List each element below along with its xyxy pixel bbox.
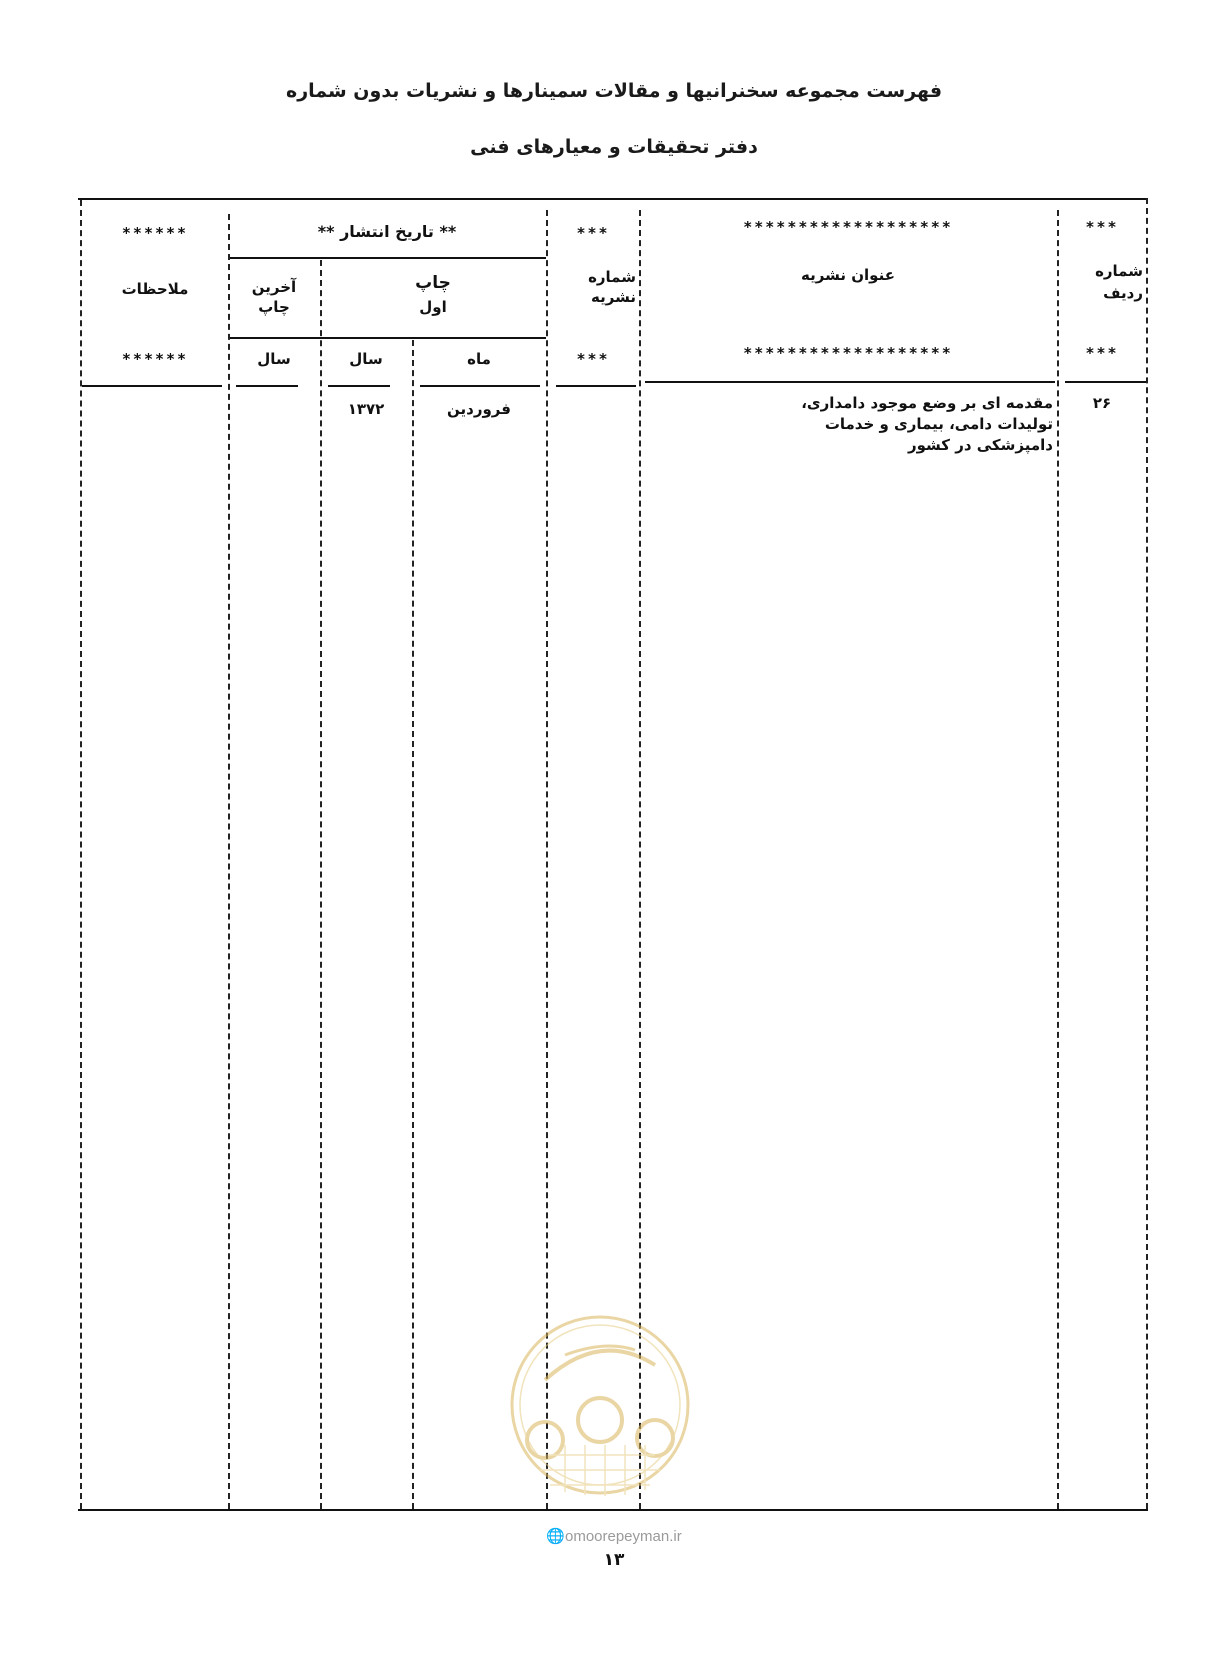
watermark-seal-icon xyxy=(505,1310,695,1500)
last-print-header-line2: چاپ xyxy=(258,298,290,316)
row-month: فروردین xyxy=(447,400,511,418)
date-header-divider xyxy=(228,257,546,259)
row-no-stars-bottom: *** xyxy=(1085,344,1119,362)
title-stars-bottom: ******************* xyxy=(743,344,953,362)
publication-no-stars: *** xyxy=(576,224,610,242)
header-underline xyxy=(556,385,636,387)
publication-no-stars-bottom: *** xyxy=(576,350,610,368)
row-no-header-line2: ردیف xyxy=(1103,284,1143,302)
row-title-line2: تولیدات دامی، بیماری و خدمات xyxy=(824,415,1053,433)
column-divider xyxy=(228,214,230,1509)
document-subtitle: دفتر تحقیقات و معیارهای فنی xyxy=(470,136,758,158)
row-title-line3: دامپزشکی در کشور xyxy=(907,436,1053,454)
document-title: فهرست مجموعه سخنرانیها و مقالات سمینارها و نشریات بدون شماره xyxy=(285,80,943,102)
column-divider xyxy=(320,260,322,1509)
row-no-header-line1: شماره xyxy=(1095,262,1143,280)
publication-no-header-line1: شماره xyxy=(588,268,636,286)
table-bottom-border xyxy=(78,1509,1148,1511)
page-number: ۱۳ xyxy=(603,1550,625,1570)
first-print-header-line2: اول xyxy=(419,298,447,316)
table-top-border xyxy=(78,198,1148,200)
publication-no-header-line2: نشریه xyxy=(591,288,636,306)
table-left-border xyxy=(80,200,82,1509)
row-title-line1: مقدمه ای بر وضع موجود دامداری، xyxy=(801,394,1053,412)
notes-stars-bottom: ****** xyxy=(121,350,189,368)
first-print-month-header: ماه xyxy=(467,350,491,368)
date-header: ** تاریخ انتشار ** xyxy=(317,222,457,241)
last-print-year-header: سال xyxy=(257,350,291,368)
title-header: عنوان نشریه xyxy=(801,266,895,284)
header-underline xyxy=(328,385,390,387)
table-right-border xyxy=(1146,198,1148,1509)
row-no-stars: *** xyxy=(1085,218,1119,236)
notes-stars: ****** xyxy=(121,224,189,242)
first-print-divider xyxy=(228,337,546,339)
globe-icon: 🌐 xyxy=(546,1528,565,1545)
column-divider xyxy=(412,340,414,1509)
header-underline xyxy=(82,385,222,387)
header-underline xyxy=(1065,381,1147,383)
first-print-header-line1: چاپ xyxy=(415,273,451,293)
title-stars: ******************* xyxy=(743,218,953,236)
last-print-header-line1: آخرین xyxy=(251,278,297,296)
notes-header: ملاحظات xyxy=(121,280,189,298)
header-underline xyxy=(236,385,298,387)
watermark-url: 🌐omoorepeyman.ir xyxy=(546,1528,682,1545)
header-underline xyxy=(420,385,540,387)
first-print-year-header: سال xyxy=(349,350,383,368)
row-number: ۲۶ xyxy=(1092,394,1112,412)
row-year: ۱۳۷۲ xyxy=(347,400,385,418)
header-underline xyxy=(645,381,1055,383)
